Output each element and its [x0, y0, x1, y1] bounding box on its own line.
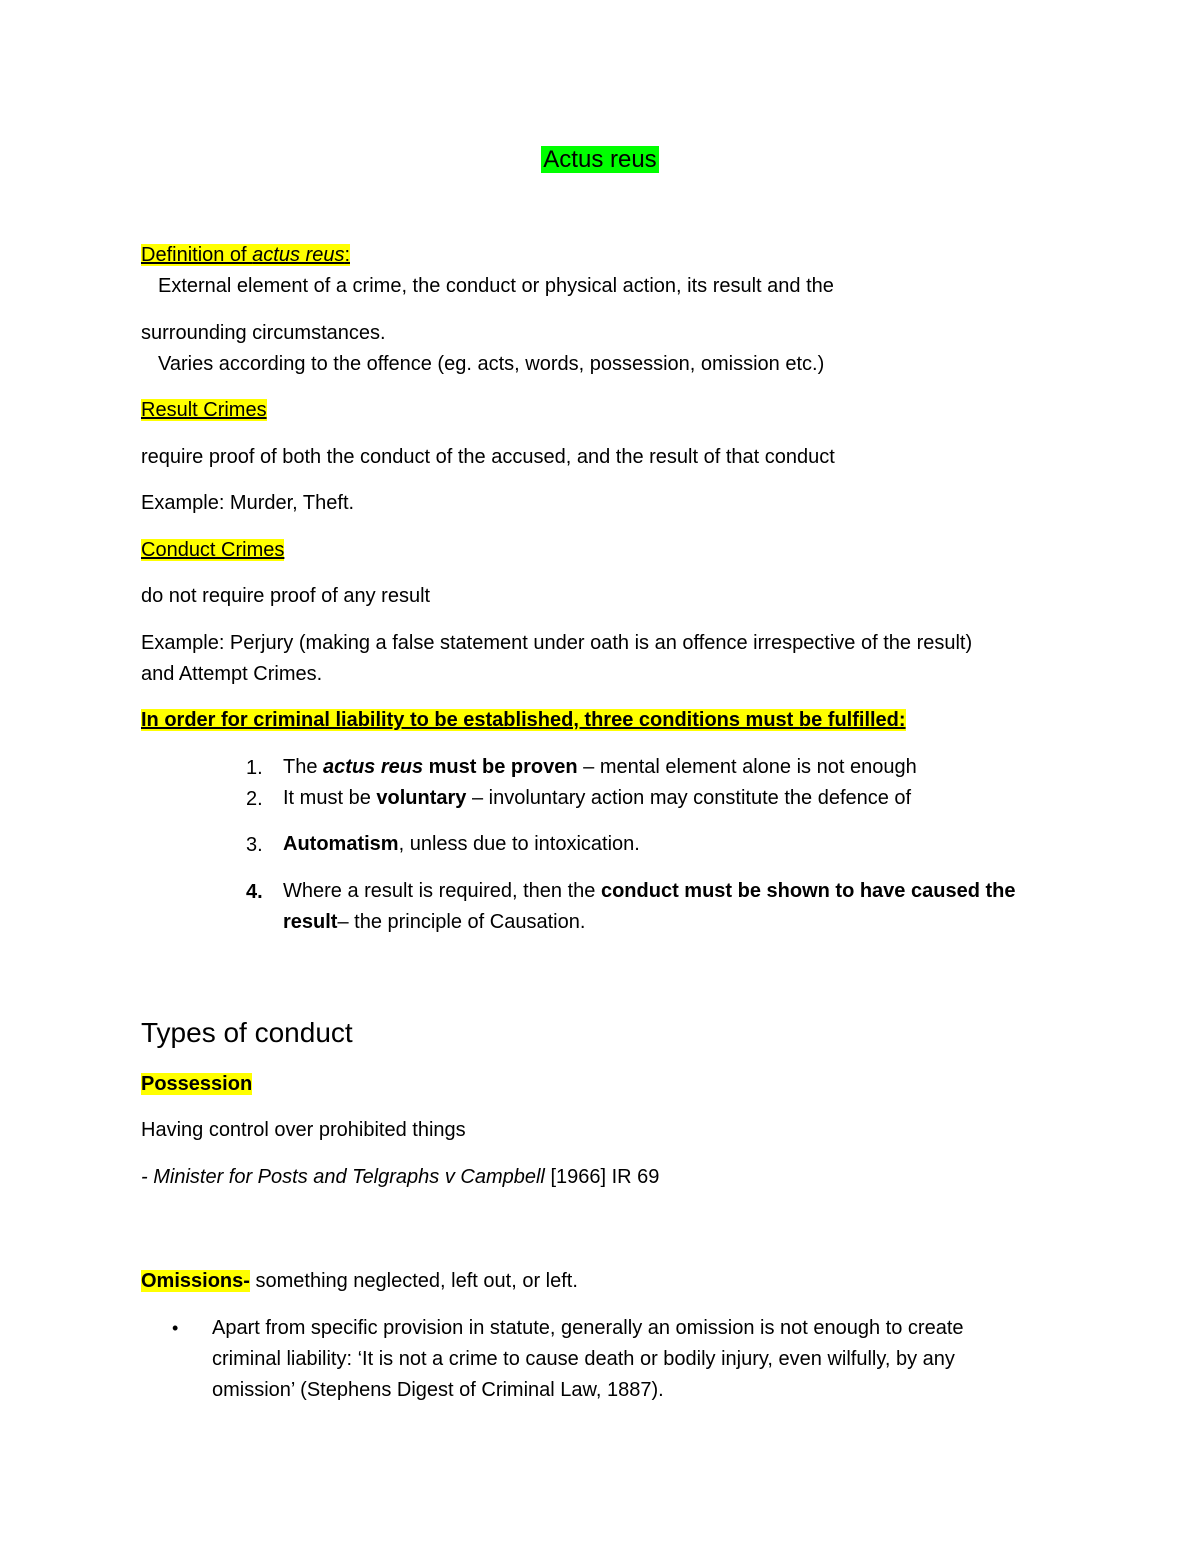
omissions-line: Omissions- something neglected, left out, or left. — [141, 1270, 578, 1292]
result-crimes-text: require proof of both the conduct of the accused, and the result of that conduct — [141, 446, 835, 468]
condition-1-text: The actus reus must be proven – mental element alone is not enough — [283, 756, 917, 778]
condition-4-text-line-2: result– the principle of Causation. — [283, 911, 586, 933]
conditions-heading: In order for criminal liability to be established, three conditions must be fulfilled: — [141, 709, 906, 731]
definition-line-1: External element of a crime, the conduct or physical action, its result and the — [158, 275, 834, 297]
condition-3-text: Automatism, unless due to intoxication. — [283, 833, 640, 855]
possession-text: Having control over prohibited things — [141, 1119, 466, 1141]
possession-case-citation: - Minister for Posts and Telgraphs v Campbell [1966] IR 69 — [141, 1166, 660, 1188]
definition-label: Definition of actus reus: — [141, 244, 350, 266]
omissions-bullet-line-3: omission’ (Stephens Digest of Criminal Law, 1887). — [212, 1379, 664, 1401]
result-crimes-example: Example: Murder, Theft. — [141, 492, 355, 514]
section-heading-types-of-conduct: Types of conduct — [141, 1017, 353, 1048]
conduct-crimes-text: do not require proof of any result — [141, 585, 431, 607]
conduct-crimes-heading: Conduct Crimes — [141, 539, 285, 561]
definition-line-2: surrounding circumstances. — [141, 322, 386, 344]
condition-1-number: 1. — [246, 757, 263, 779]
possession-heading: Possession — [141, 1073, 253, 1095]
conduct-crimes-example-line-2: and Attempt Crimes. — [141, 663, 323, 685]
result-crimes-heading: Result Crimes — [141, 399, 267, 421]
definition-line-3: Varies according to the offence (eg. acts, words, possession, omission etc.) — [158, 353, 825, 375]
condition-4-number: 4. — [246, 881, 263, 903]
page-title: Actus reus — [543, 146, 657, 173]
condition-3-number: 3. — [246, 834, 263, 856]
omissions-bullet-line-2: criminal liability: ‘It is not a crime to cause death or bodily injury, even wilfully, by any — [212, 1348, 955, 1370]
conduct-crimes-example-line-1: Example: Perjury (making a false statement under oath is an offence irrespective of the result) — [141, 632, 973, 654]
omissions-bullet-line-1: Apart from specific provision in statute, generally an omission is not enough to create — [212, 1317, 964, 1339]
condition-2-number: 2. — [246, 788, 263, 810]
condition-4-text-line-1: Where a result is required, then the conduct must be shown to have caused the — [283, 880, 1016, 902]
bullet-icon: • — [172, 1318, 179, 1338]
condition-2-text: It must be voluntary – involuntary action may constitute the defence of — [283, 787, 912, 809]
